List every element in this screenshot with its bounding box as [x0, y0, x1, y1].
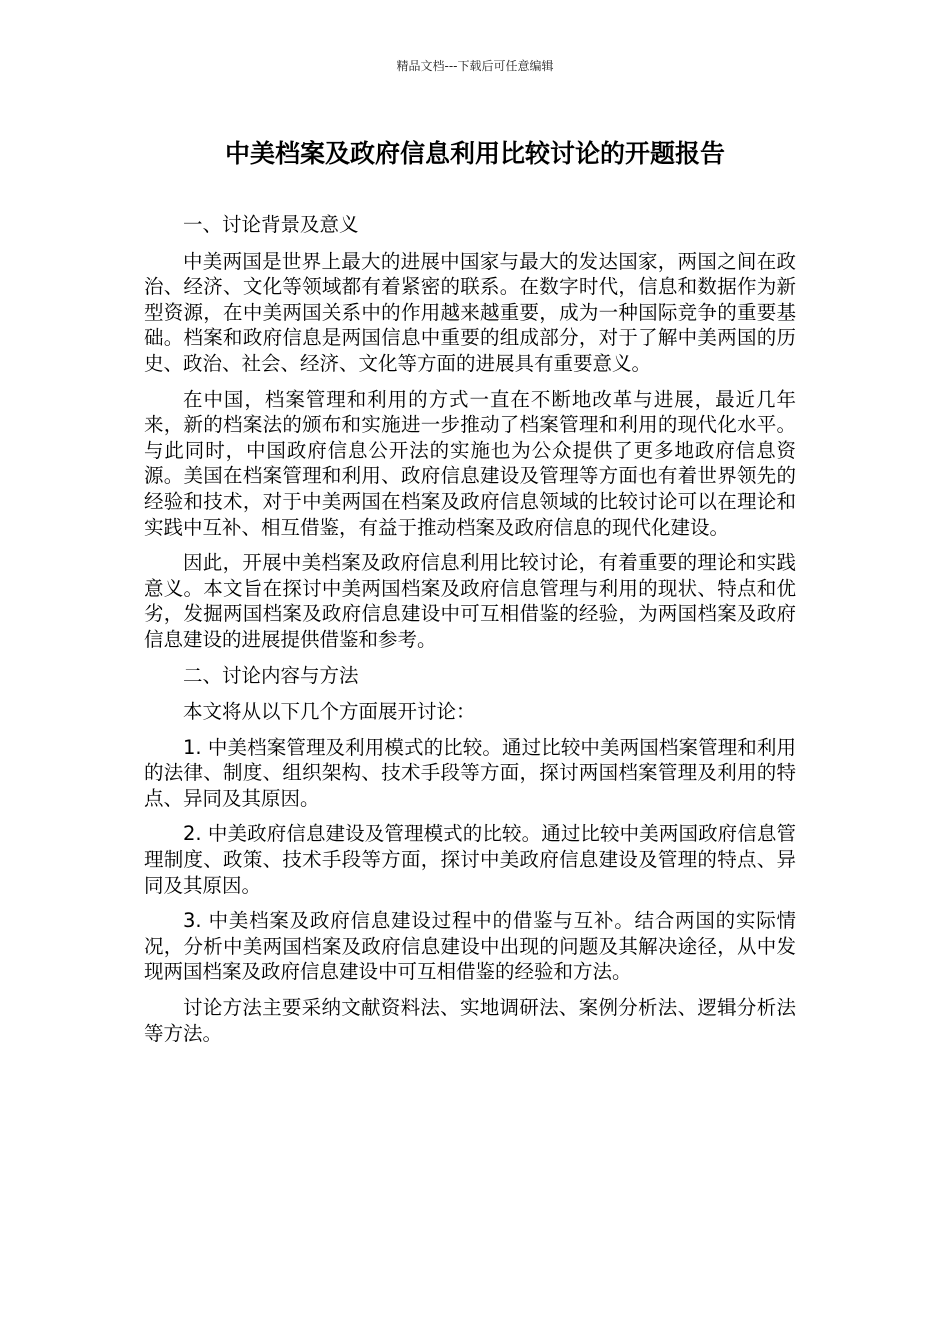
page-header: 精品文档---下载后可任意编辑	[396, 59, 554, 73]
list-item-1: 1. 中美档案管理及利用模式的比较。通过比较中美两国档案管理和利用的法律、制度、组织架构、技术手段等方面，探讨两国档案管理及利用的特点、异同及其原因。	[144, 735, 796, 810]
document-title: 中美档案及政府信息利用比较讨论的开题报告	[224, 139, 725, 168]
section-heading-content-method: 二、讨论内容与方法	[183, 663, 359, 687]
paragraph-background-1: 中美两国是世界上最大的进展中国家与最大的发达国家，两国之间在政治、经济、文化等领域都有着紧密的联系。在数字时代，信息和数据作为新型资源，在中美两国关系中的作用越来越重要，成为一种国际竞争的重要基础。档案和政府信息是两国信息中重要的组成部分，对于了解中美两国的历史、政治、社会、经济、文化等方面的进展具有重要意义。	[144, 249, 796, 375]
list-item-3: 3. 中美档案及政府信息建设过程中的借鉴与互补。结合两国的实际情况，分析中美两国档案及政府信息建设中出现的问题及其解决途径，从中发现两国档案及政府信息建设中可互相借鉴的经验和方法。	[144, 909, 796, 984]
paragraph-content-intro: 本文将从以下几个方面展开讨论：	[183, 700, 476, 724]
section-heading-background: 一、讨论背景及意义	[183, 213, 359, 236]
document-body	[144, 212, 796, 1056]
list-item-2: 2. 中美政府信息建设及管理模式的比较。通过比较中美两国政府信息管理制度、政策、技术手段等方面，探讨中美政府信息建设及管理的特点、异同及其原因。	[144, 822, 796, 897]
paragraph-methods: 讨论方法主要采纳文献资料法、实地调研法、案例分析法、逻辑分析法等方法。	[144, 996, 796, 1045]
paragraph-background-2: 在中国，档案管理和利用的方式一直在不断地改革与进展，最近几年来，新的档案法的颁布和实施进一步推动了档案管理和利用的现代化水平。与此同时，中国政府信息公开法的实施也为公众提供了更多地政府信息资源。美国在档案管理和利用、政府信息建设及管理等方面也有着世界领先的经验和技术，对于中美两国在档案及政府信息领域的比较讨论可以在理论和实践中互补、相互借鉴，有益于推动档案及政府信息的现代化建设。	[144, 387, 796, 539]
paragraph-background-3: 因此，开展中美档案及政府信息利用比较讨论，有着重要的理论和实践意义。本文旨在探讨中美两国档案及政府信息管理与利用的现状、特点和优劣，发掘两国档案及政府信息建设中可互相借鉴的经验，为两国档案及政府信息建设的进展提供借鉴和参考。	[144, 551, 796, 651]
